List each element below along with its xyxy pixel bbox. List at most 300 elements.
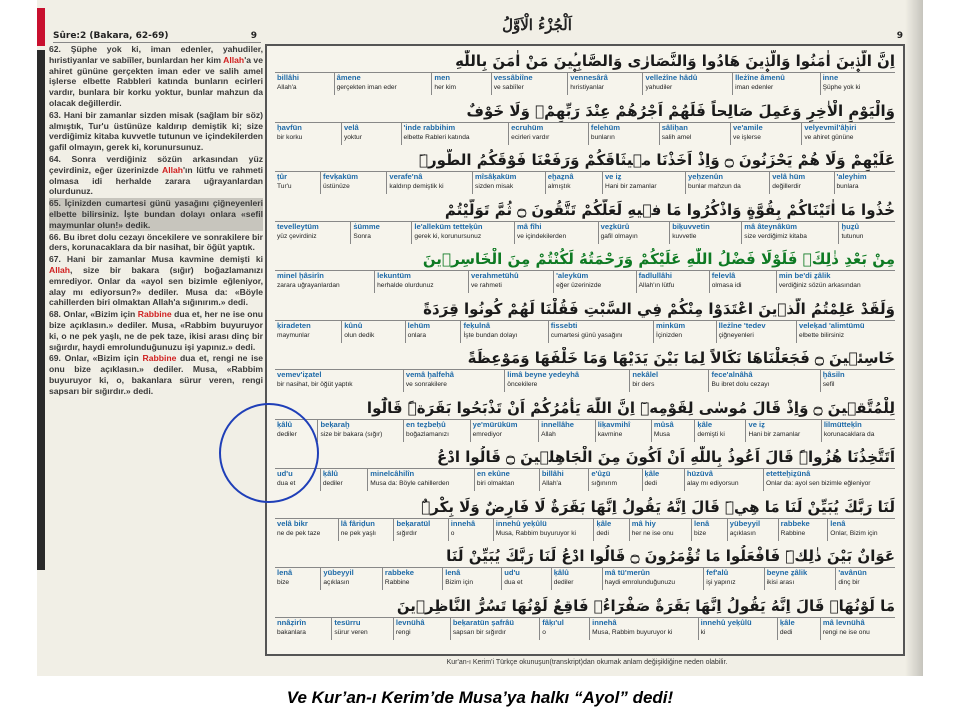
word-cell <box>821 420 895 442</box>
word-meaning: Bu ibret dolu cezayı <box>711 381 770 388</box>
arabic-verse-text: اَتَتَّخِذُنَا هُزُواًۜ قَالَ اَعُوذُ بِاللّٰهِ اَنْ اَكُونَ مِنَ الْجَاهِل۪ينَ ۝ قَالُوا ادْعُ <box>436 448 895 466</box>
transliteration: âmene <box>336 73 361 82</box>
transliteration: sâliḥan <box>661 122 688 132</box>
transliteration: limâ beyne yedeyhâ <box>507 370 580 379</box>
word-meaning: dediler <box>322 480 343 487</box>
verse-line <box>275 347 895 393</box>
word-meaning: Şüphe yok ki <box>822 84 861 91</box>
word-meaning: ve işlerse <box>733 133 761 141</box>
word-cell <box>669 222 741 244</box>
word-meaning: Bizim için <box>445 579 474 586</box>
word-meaning: yüz çevirdiniz <box>277 232 317 240</box>
word-grid <box>275 122 895 145</box>
paragraph-text: 62. Şüphe yok ki, iman edenler, yahudiler, hıristiyanlar ve sabiîler, bunlardan her kim <box>49 44 263 65</box>
transliteration: lâ fâriḍun <box>340 518 375 528</box>
highlighted-word: Allah <box>223 54 245 65</box>
word-cell <box>708 370 819 392</box>
transliteration: ḳâle <box>644 469 660 478</box>
transliteration: ud'u <box>504 568 520 577</box>
word-meaning: İşte bundan dolayı <box>463 331 518 339</box>
word-meaning: yoktur <box>343 133 362 141</box>
transliteration: vessâbiîne <box>493 73 533 82</box>
word-cell <box>716 321 796 343</box>
word-meaning: bize <box>277 579 290 586</box>
transliteration: beḳaratün ṣafrâü <box>452 617 515 627</box>
transliteration: ye'mürüküm <box>472 419 518 429</box>
transliteration: velâ bikr <box>277 518 308 528</box>
transliteration: velâ hüm <box>772 172 806 181</box>
word-meaning: Musa da: Böyle cahillerden <box>370 480 450 487</box>
word-cell <box>539 618 589 640</box>
translation-paragraph <box>49 254 263 308</box>
word-grid <box>275 72 895 95</box>
word-grid <box>275 320 895 343</box>
transliteration: rabbeke <box>780 518 810 528</box>
word-cell <box>474 469 539 491</box>
word-meaning: ve sabiîler <box>493 84 524 91</box>
word-meaning: almıştık <box>547 183 571 190</box>
arabic-text-panel <box>265 44 905 656</box>
word-cell <box>275 568 320 590</box>
transliteration: fâḳı'ul <box>542 617 564 627</box>
word-meaning: Allah'a <box>541 480 562 487</box>
page-footnote: Kur'an-ı Kerim'i Türkçe okunuşun(transkript)dan okumak anlam değişikliğine neden olabilir. <box>446 659 728 666</box>
word-grid <box>275 567 895 590</box>
transliteration: lenâ <box>694 518 710 528</box>
transliteration: ḳâle <box>779 617 795 627</box>
word-cell <box>827 519 895 541</box>
word-cell <box>595 420 651 442</box>
word-meaning: emrediyor <box>472 430 502 438</box>
paragraph-text: 67. Hani bir zamanlar Musa kavmine demişti ki <box>49 254 263 265</box>
word-meaning: ikisi arası <box>766 579 795 586</box>
word-meaning: Tur'u <box>277 183 292 190</box>
word-meaning: eğer üzerinizde <box>556 282 602 289</box>
transliteration: le'alleküm tetteḳûn <box>414 221 483 231</box>
transliteration: yeḥzenûn <box>688 172 724 181</box>
word-cell <box>275 618 331 640</box>
word-cell <box>374 271 468 293</box>
transliteration: velâ <box>343 122 359 132</box>
word-cell <box>745 420 820 442</box>
transliteration: 'inde rabbihim <box>403 122 456 132</box>
word-meaning: alay mı ediyorsun <box>686 480 739 487</box>
word-meaning: Hani bir zamanlar <box>748 430 801 438</box>
word-cell <box>820 370 895 392</box>
word-cell <box>472 172 545 194</box>
word-cell <box>777 618 820 640</box>
word-meaning: Allah'ın lütfu <box>638 282 675 289</box>
word-cell <box>820 618 895 640</box>
word-meaning: Musa, Rabbim buyuruyor ki <box>495 529 576 537</box>
transliteration: velleżîne hâdû <box>645 73 698 82</box>
transliteration: vemâ ḫalfehâ <box>405 370 454 379</box>
transliteration: beyne ẕâlik <box>766 568 808 577</box>
word-cell <box>350 222 411 244</box>
paragraph-text: 65. İçinizden cumartesi günü yasağını çiğneyenleri elbette bilirsiniz. İşte bundan dolayı onlara «sefil maymunlar olun!» dedik. <box>49 198 263 230</box>
transliteration: mâ fîhi <box>517 221 542 231</box>
transliteration: feḳulnâ <box>463 320 491 330</box>
word-cell <box>538 420 595 442</box>
word-cell <box>732 73 819 95</box>
transliteration: vemev'iẓatel <box>277 370 322 379</box>
paragraph-text: 63. Hani bir zamanlar sizden misak (sağlam bir söz) almıştık, Tur'u üstünüze kaldırıp demiştik ki; size verdiğimiz kitaba kuvvetle tutunun ve içindekilerden gafil olmayın, gerek ki, korunursunuz. <box>49 109 263 153</box>
arabic-verse-text: عَوَانٌ بَيْنَ ذٰلِكَۜ فَافْعَلُوا مَا تُؤْمَرُونَ ۝ قَالُوا ادْعُ لَنَا رَبَّكَ يُبَيِّنْ لَنَا <box>446 547 895 565</box>
transliteration: biḳuvvetin <box>672 221 710 231</box>
word-cell <box>593 519 628 541</box>
word-meaning: cumartesi günü yasağını <box>550 331 623 339</box>
arabic-verse-text: لَنَا رَبَّكَ يُبَيِّنْ لَنَا مَا هِيَۜ قَالَ اِنَّهُ يَقُولُ اِنَّهَا بَقَرَةٌ لَا فَارِضٌ وَلَا بِكْرٌۜ <box>421 497 895 516</box>
word-meaning: dedi <box>596 529 609 537</box>
word-cell <box>275 123 341 145</box>
word-meaning: sefil <box>822 381 835 388</box>
paragraph-text: 66. Bu ibret dolu cezayı öncekilere ve sonrakilere bir ders, korunacaklara da bir nasihat, bir öğüt yaptık. <box>49 231 263 253</box>
word-meaning: dinç bir <box>838 579 860 586</box>
translation-paragraph <box>49 232 263 254</box>
word-cell <box>367 469 474 491</box>
transliteration: en teẕbeḥû <box>406 419 446 429</box>
word-cell <box>382 568 442 590</box>
word-meaning: ne pek yaşlı <box>340 529 376 537</box>
transliteration: veẕkürû <box>600 221 630 231</box>
transliteration: lleżîne âmenû <box>735 73 785 82</box>
word-meaning: sizden misak <box>475 183 514 190</box>
verse-line <box>275 496 895 542</box>
word-cell <box>776 271 895 293</box>
verse-line <box>275 149 895 195</box>
verse-line <box>275 248 895 294</box>
paragraph-text: 64. Sonra verdiğiniz sözün arkasından yüz çevirdiniz, eğer üzerinizde <box>49 153 263 175</box>
word-meaning: gafil olmayın <box>600 232 638 240</box>
word-meaning: bunların <box>590 133 615 141</box>
word-cell <box>411 222 514 244</box>
word-meaning: bakanlara <box>277 628 306 636</box>
word-cell <box>838 222 895 244</box>
word-meaning: bunlara <box>836 183 859 190</box>
word-cell <box>275 519 338 541</box>
word-meaning: bir korku <box>277 133 303 141</box>
word-meaning: kuvvetle <box>672 232 697 240</box>
transliteration: mâ tü'merûn <box>604 568 650 577</box>
word-grid <box>275 270 895 293</box>
word-meaning: dedi <box>779 628 793 636</box>
transliteration: lleżîne 'tedev <box>718 320 766 330</box>
word-cell <box>493 519 594 541</box>
word-cell <box>275 370 403 392</box>
transliteration: ud'u <box>277 469 293 478</box>
verse-line <box>275 595 895 641</box>
word-grid <box>275 171 895 194</box>
word-meaning: size bir bakara (sığır) <box>320 430 383 438</box>
word-cell <box>275 222 350 244</box>
word-meaning: üstünüze <box>322 183 350 190</box>
word-meaning: her ne ise onu <box>631 529 674 537</box>
word-meaning: değillerdir <box>772 183 801 190</box>
transliteration: ḳâle <box>596 518 612 528</box>
transliteration: ḥavfün <box>277 122 302 132</box>
word-meaning: açıklasın <box>729 529 756 537</box>
word-cell <box>796 321 895 343</box>
paragraph-text: 'a ve ahiret gününe gerçekten iman eder ve salih amel işlerse elbette Rabbleri katında bunların ecirleri vardır, bunlara bir korku yoktur, bunlar mahzun da olacak değillerdir. <box>49 54 263 108</box>
translation-paragraph <box>49 353 263 396</box>
word-cell <box>491 73 568 95</box>
word-cell <box>431 73 490 95</box>
transliteration: mâ levnühâ <box>822 617 865 627</box>
word-cell <box>317 420 403 442</box>
transliteration: lehüm <box>407 320 431 330</box>
verse-line <box>275 199 895 245</box>
slide-caption: Ve Kur’an-ı Kerim’de Musa’ya halkı “Ayol” dedi! <box>286 688 674 707</box>
word-meaning: sapsarı bir sığırdır <box>452 628 506 636</box>
translation-paragraph <box>49 110 263 153</box>
word-cell <box>602 172 685 194</box>
transliteration: liḳavmihî <box>597 419 631 429</box>
word-meaning: Hani bir zamanlar <box>604 183 657 190</box>
transliteration: felehüm <box>590 122 621 132</box>
transliteration: nnâẓirîn <box>277 617 307 627</box>
word-cell <box>275 172 320 194</box>
word-cell <box>727 519 778 541</box>
transliteration: innehû yeḳûlü <box>700 617 752 627</box>
word-cell <box>401 123 509 145</box>
transliteration: mîsâḳaküm <box>475 172 517 181</box>
word-cell <box>820 73 895 95</box>
word-meaning: kavmine <box>597 430 623 438</box>
word-cell <box>835 568 895 590</box>
word-meaning: onlara <box>407 331 427 339</box>
translation-paragraph <box>49 44 263 109</box>
word-meaning: Allah'a <box>277 84 297 91</box>
transliteration: billâhi <box>277 73 299 82</box>
transliteration: mâ hiy <box>631 518 656 528</box>
word-cell <box>769 172 833 194</box>
transliteration: lekuntüm <box>377 271 411 280</box>
word-cell <box>341 321 404 343</box>
paragraph-text: dua et, rengi ne ise onu bize açıklasın.» dediler. Musa, «Rabbim buyuruyor ki, o, bakanlara sürur veren, rengi sapsarı bir sığırdır.» dedi. <box>49 353 263 396</box>
word-cell <box>470 420 539 442</box>
arabic-verse-text: وَالْيَوْمِ الْاٰخِرِ وَعَمِلَ صَالِحاً فَلَهُمْ اَجْرُهُمْ عِنْدَ رَبِّهِمْۚ وَلَا خَوْفٌ <box>466 101 895 120</box>
translation-paragraph <box>49 309 263 352</box>
paragraph-text: , size bir bakara (sığır) boğazlamanızı emrediyor. Onlar da «ayol sen bizimle eğleniyor, alay mı ediyorsun?» dediler. Musa da: «Böyle cahillerden biri olmaktan Allah'a sığınırım.» dedi. <box>49 264 263 308</box>
word-meaning: bize <box>694 529 707 537</box>
word-meaning: haydi emrolunduğunuzu <box>604 579 676 586</box>
transliteration: velyevmil'âḫiri <box>804 122 857 132</box>
transliteration: tevelleytüm <box>277 221 319 231</box>
arabic-verse-text: مِنْ بَعْدِ ذٰلِكَۚ فَلَوْلَا فَضْلُ اللّٰهِ عَلَيْكُمْ وَرَحْمَتُهُ لَكُنْتُمْ مِنَ الْخَاسِر۪ينَ <box>422 250 895 268</box>
word-meaning: dediler <box>553 579 574 586</box>
highlighted-word: Allah <box>161 164 183 175</box>
paragraph-text: 'ın lütfu ve rahmeti olmasa idi herhalde zarara uğrayanlardan olurdunuz. <box>49 164 263 197</box>
word-cell <box>448 519 493 541</box>
word-meaning: korunacaklara da <box>823 430 875 438</box>
word-meaning: ecirleri vardır <box>511 133 550 141</box>
transliteration: lilmütteḳîn <box>823 419 862 429</box>
transliteration: min be'di ẕâlik <box>778 271 831 280</box>
word-cell <box>320 469 367 491</box>
word-cell <box>504 370 629 392</box>
word-meaning: kaldırıp demiştik ki <box>389 183 444 190</box>
transliteration: ḳâlû <box>322 469 339 478</box>
word-cell <box>450 618 539 640</box>
highlighted-word: Rabbine <box>137 309 172 320</box>
word-meaning: dua et <box>277 480 296 487</box>
transliteration: ḳâlû <box>277 419 293 429</box>
word-meaning: ve rahmeti <box>471 282 502 289</box>
transliteration: e'ûẕü <box>591 469 611 478</box>
word-cell <box>709 271 776 293</box>
transliteration: veleḳad 'alimtümü <box>798 320 865 330</box>
word-meaning: size verdiğimiz kitaba <box>744 232 807 240</box>
transliteration: beḳaraḫ <box>320 419 350 429</box>
word-meaning: Onlar da: ayol sen bizimle eğleniyor <box>766 480 871 487</box>
word-meaning: gerçekten iman eder <box>336 84 397 91</box>
transliteration: tesürru <box>334 617 361 627</box>
word-grid <box>275 221 895 244</box>
arabic-verse-text: وَلَقَدْ عَلِمْتُمُ الَّذ۪ينَ اعْتَدَوْا مِنْكُمْ فِي السَّبْتِ فَقُلْنَا لَهُمْ كُونُوا قِرَدَةً <box>423 299 895 318</box>
word-cell <box>275 321 341 343</box>
paragraph-text: dua et, her ne ise onu bize açıklasın.» dediler. Musa, «Rabbim buyuruyor ki, o ne pek yaşlı, ne de pek taze, ikisi arası dinç bir sığırdır, haydi emrolunduğunuzu işi yapınız.» dedi. <box>49 309 263 352</box>
transliteration: ecruhüm <box>511 122 544 132</box>
word-cell <box>834 172 895 194</box>
word-cell <box>659 123 730 145</box>
page-side-strip <box>37 50 45 570</box>
transliteration: ḳiradeten <box>277 320 311 330</box>
word-cell <box>553 271 636 293</box>
word-cell <box>598 222 670 244</box>
word-meaning: Sonra <box>353 232 371 240</box>
transliteration: mûsâ <box>653 419 674 429</box>
transliteration: verafe'nâ <box>389 172 423 181</box>
word-meaning: olmasa idi <box>711 282 742 289</box>
word-cell <box>691 519 727 541</box>
transliteration: etetteḫiẕünâ <box>766 469 811 478</box>
word-cell <box>764 568 836 590</box>
word-meaning: salih amel <box>661 133 692 141</box>
word-meaning: boğazlamanızı <box>406 430 449 438</box>
transliteration: yübeyyil <box>323 568 354 577</box>
verse-line <box>275 100 895 146</box>
transliteration: minel ḫâsirîn <box>277 271 324 280</box>
word-cell <box>501 568 551 590</box>
word-meaning: Rabbine <box>780 529 806 537</box>
transliteration: ḳâle <box>697 419 713 429</box>
transliteration: inne <box>822 73 839 82</box>
transliteration: lenâ <box>830 518 846 528</box>
word-meaning: yahudiler <box>645 84 673 91</box>
word-cell <box>275 271 374 293</box>
arabic-verse-text: مَا لَوْنُهَاۜ قَالَ اِنَّهُ يَقُولُ اِنَّهَا بَقَرَةٌ صَفْرَٓاءُۙ فَاقِعٌ لَوْنُهَا تَسُرُّ النَّاظِر۪ينَ <box>396 596 895 615</box>
word-cell <box>567 73 642 95</box>
highlighted-word: Allah <box>49 264 71 275</box>
highlighted-word: Rabbine <box>142 353 177 364</box>
word-meaning: verdiğiniz sözün arkasından <box>778 282 861 289</box>
word-grid <box>275 518 895 541</box>
word-meaning: rengi <box>395 628 411 636</box>
word-cell <box>694 420 745 442</box>
transliteration: innehâ <box>450 518 476 528</box>
word-meaning: Allah <box>541 430 556 438</box>
scanned-page <box>37 0 923 676</box>
transliteration: 'aleyhim <box>836 172 867 181</box>
transliteration: rabbeke <box>384 568 415 577</box>
verse-line <box>275 446 895 492</box>
right-page-number: 9 <box>896 31 903 41</box>
word-cell <box>545 172 602 194</box>
word-meaning: ve içindekilerden <box>517 232 567 240</box>
transliteration: innellâhe <box>541 419 575 429</box>
transliteration: yübeyyil <box>729 518 761 528</box>
transliteration: levnühâ <box>395 617 425 627</box>
word-cell <box>334 73 432 95</box>
transliteration: minelcâhilîn <box>370 469 415 478</box>
juz-title: اَلْجُزْءُ الْاَوَّلُ <box>502 16 572 34</box>
word-cell <box>651 420 695 442</box>
word-meaning: dedi <box>644 480 657 487</box>
transliteration: fevḳaküm <box>322 172 359 181</box>
word-cell <box>393 519 447 541</box>
word-meaning: gerek ki, korunursunuz <box>414 232 482 240</box>
word-cell <box>405 321 461 343</box>
transliteration: fadlullâhi <box>638 271 672 280</box>
page-red-tab <box>37 8 45 46</box>
word-meaning: hıristiyanlar <box>570 84 604 91</box>
arabic-verse-text: لِلْمُتَّق۪ينَ ۝ وَاِذْ قَالَ مُوسٰى لِقَوْمِه۪ٓ اِنَّ اللّٰهَ يَأْمُرُكُمْ اَنْ تَذْبَحُوا بَقَرَةًۜ قَالُٓوا <box>366 398 895 417</box>
word-meaning: Musa <box>653 430 670 438</box>
transliteration: nekâlel <box>632 370 659 379</box>
word-meaning: sığırdır <box>396 529 417 537</box>
verse-line <box>275 397 895 443</box>
word-meaning: biri olmaktan <box>476 480 515 487</box>
left-page-number: 9 <box>250 31 257 41</box>
transliteration: ṭûr <box>277 172 288 181</box>
word-cell <box>801 123 895 145</box>
word-meaning: öncekilere <box>507 381 538 388</box>
transliteration: billâhi <box>541 469 564 478</box>
translation-paragraph <box>49 154 263 197</box>
word-cell <box>393 618 450 640</box>
word-meaning: o <box>542 628 546 636</box>
word-cell <box>341 123 401 145</box>
transliteration: fef'alû <box>706 568 729 577</box>
word-grid <box>275 468 895 491</box>
paragraph-text: 69. Onlar, «Bizim için <box>49 353 143 364</box>
transliteration: lenâ <box>277 568 293 577</box>
word-cell <box>551 568 602 590</box>
word-meaning: ve ahiret gününe <box>804 133 854 141</box>
transliteration: eḫaẕnâ <box>547 172 574 181</box>
word-meaning: işi yapınız <box>706 579 736 586</box>
paragraph-text: 68. Onlar, «Bizim için <box>49 309 138 320</box>
word-cell <box>460 321 547 343</box>
word-cell <box>778 519 828 541</box>
transliteration: kûnû <box>344 320 363 330</box>
word-cell <box>763 469 895 491</box>
transliteration: lenâ <box>445 568 461 577</box>
word-cell <box>588 469 641 491</box>
arabic-verse-text: خُذُوا مَا اٰتَيْنَاكُمْ بِقُوَّةٍ وَاذْكُرُوا مَا ف۪يهِ لَعَلَّكُمْ تَتَّقُونَ ۝ ثُمَّ تَوَلَّيْتُمْ <box>444 200 895 219</box>
word-meaning: elbette bilirsiniz <box>798 331 845 339</box>
transliteration: ḫâsiîn <box>822 370 845 379</box>
word-cell <box>338 519 394 541</box>
transliteration: minküm <box>656 320 686 330</box>
word-meaning: demişti ki <box>697 430 725 438</box>
word-meaning: zarara uğrayanlardan <box>277 282 340 289</box>
word-meaning: ki <box>700 628 706 636</box>
word-meaning: maymunlar <box>277 331 310 339</box>
word-cell <box>320 172 386 194</box>
word-meaning: herhalde olurdunuz <box>377 282 434 289</box>
transliteration: vennesârâ <box>570 73 608 82</box>
